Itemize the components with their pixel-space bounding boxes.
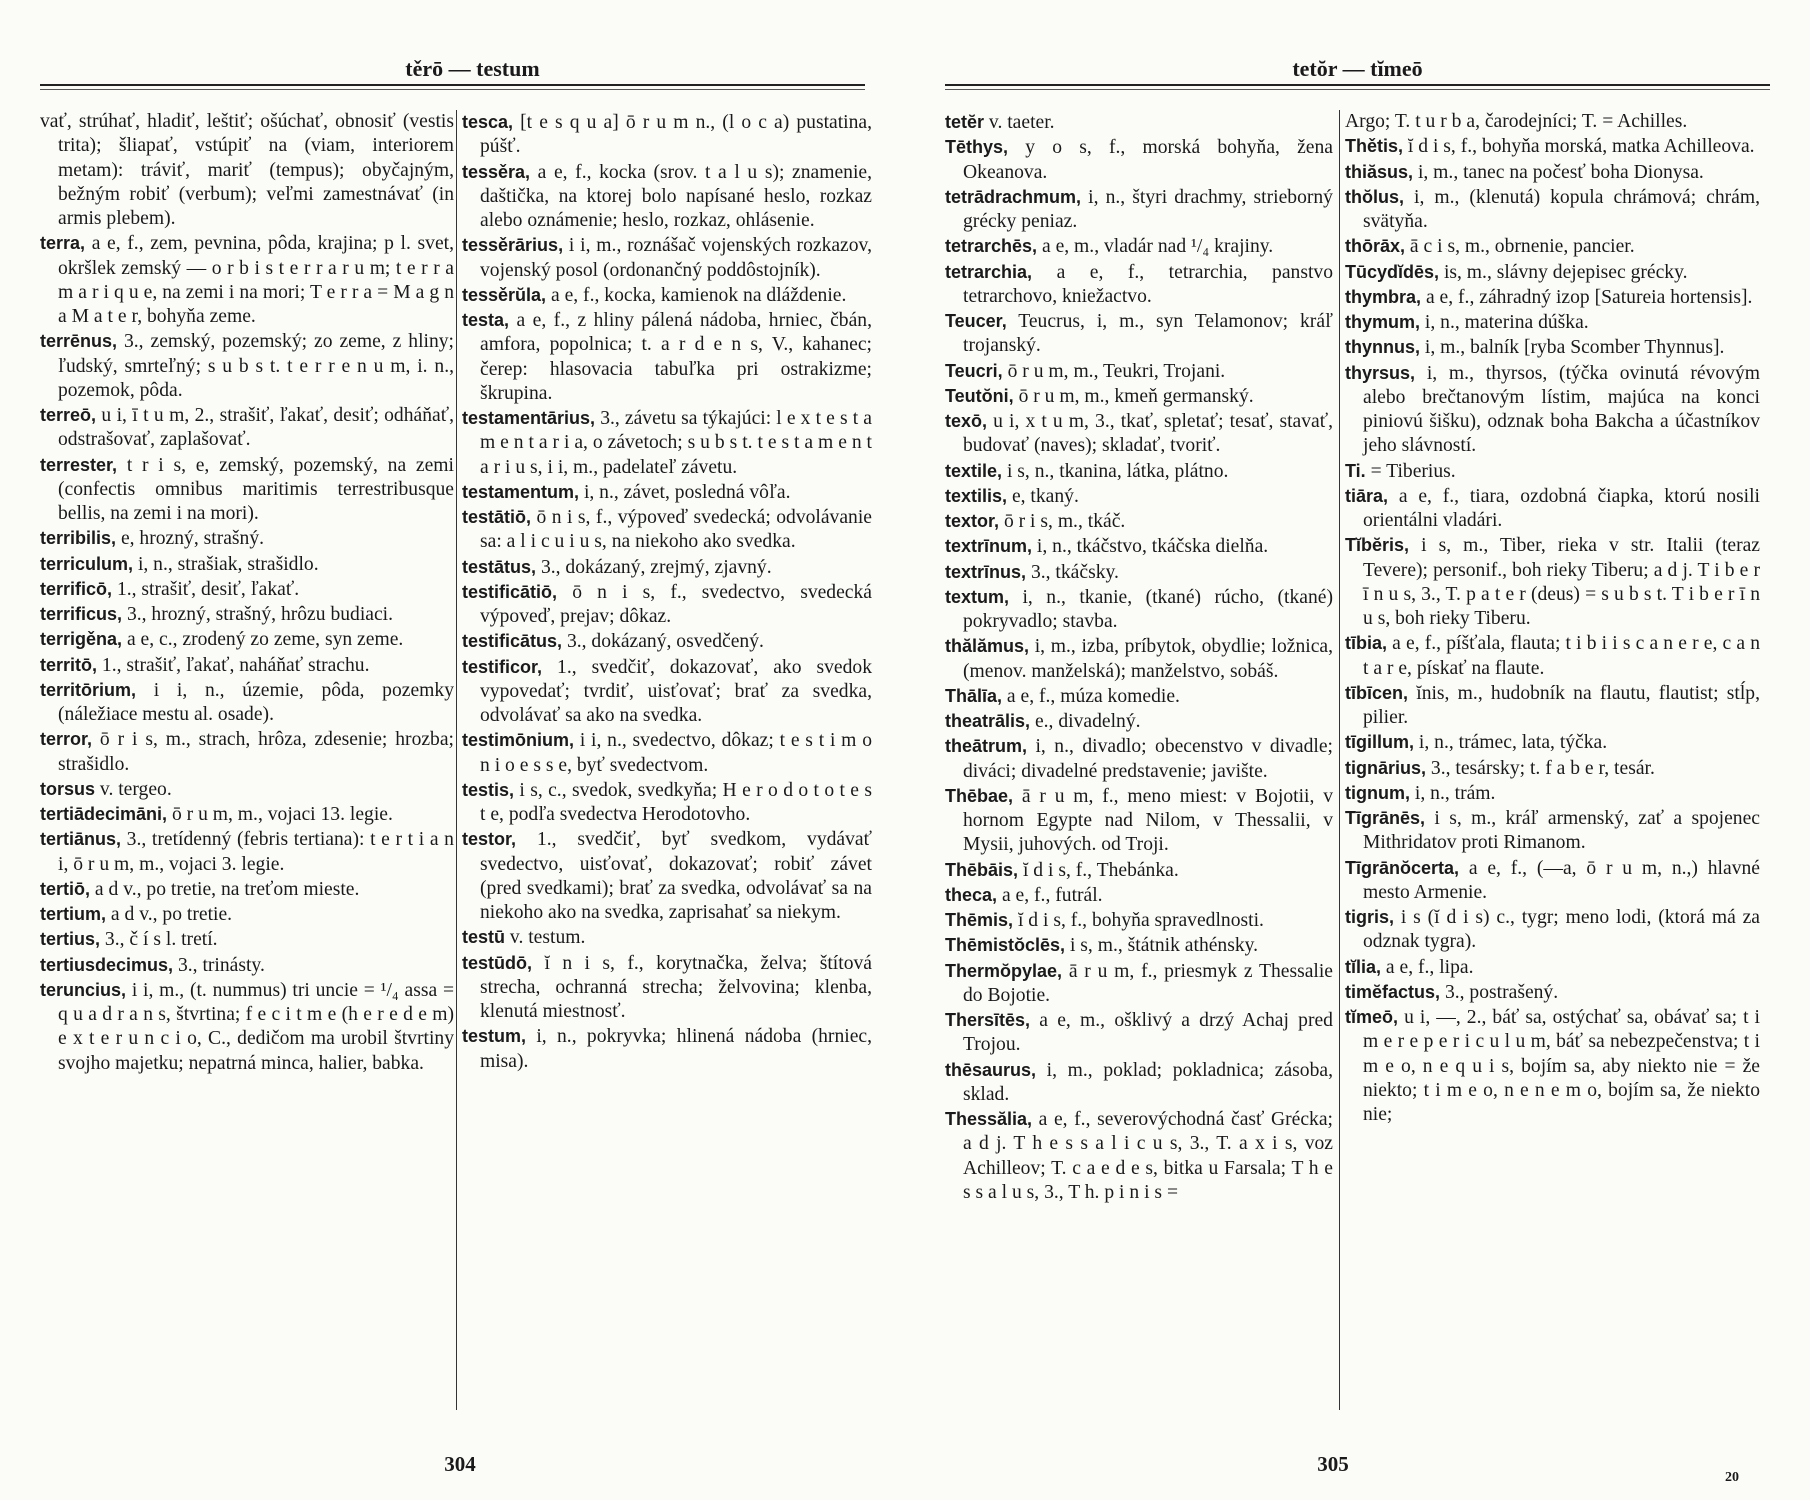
entry-definition: ō r i s, m., tkáč. — [1003, 511, 1126, 532]
entry-definition: [t e s q u a] ō r u m n., (l o c a) pustatina, púšť. — [480, 112, 873, 158]
entry-headword: Thēbae, — [945, 785, 1014, 806]
entry-definition: i, n., materina dúška. — [1424, 312, 1589, 333]
entry-headword: tĭmeō, — [1345, 1007, 1399, 1027]
dictionary-entry — [462, 480, 872, 505]
dictionary-entry — [1345, 160, 1760, 185]
entry-headword: terra, — [40, 233, 86, 254]
dictionary-entry — [945, 784, 1333, 858]
entry-definition: ā r u m, f., priesmyk z Thessalie do Bojotie. — [963, 960, 1333, 1006]
entry-definition: 3., hrozný, strašný, hrôzu budiaci. — [126, 604, 394, 625]
dictionary-entry — [945, 634, 1333, 684]
left-page-number: 304 — [444, 1452, 476, 1476]
entry-headword: tertiādecimāni, — [40, 804, 168, 824]
dictionary-entry — [1345, 905, 1760, 955]
entry-headword: tessěra, — [462, 161, 531, 182]
entry-definition: a e, f., múza komedie. — [1006, 685, 1180, 707]
dictionary-entry — [1345, 533, 1760, 631]
entry-definition: e, tkaný. — [1011, 485, 1079, 507]
entry-definition: t r i s, e, zemský, pozemský, na zemi (confectis omnibus maritimis terrestribusque bellis, na zemi i na mori). — [58, 454, 454, 524]
entry-headword: Thersītēs, — [945, 1010, 1031, 1030]
entry-definition: ĭ d i s, f., Thebánka. — [1022, 859, 1179, 881]
dictionary-entry — [462, 925, 872, 950]
dictionary-entry — [1345, 285, 1760, 310]
entry-headword: Tēthys, — [945, 137, 1009, 158]
entry-definition: i s, m., štátnik athénsky. — [1069, 935, 1259, 957]
entry-headword: Tūcydĭdēs, — [1345, 261, 1440, 282]
entry-definition: i i, m., roznášač vojenských rozkazov, vojenský posol (ordonančný poddôstojník). — [480, 235, 872, 281]
entry-definition: ō n i s, f., svedectvo, svedecká výpoveď, prejav; dôkaz. — [480, 581, 872, 627]
entry-definition: ĭ n i s, f., korytnačka, želva; štítová strecha, ochranná strecha; želvovina; klenba, klenutá miestnosť. — [480, 952, 872, 1022]
entry-headword: thymbra, — [1345, 286, 1422, 307]
dictionary-entry — [945, 933, 1333, 958]
dictionary-entry — [945, 185, 1333, 235]
entry-headword: Thermŏpylae, — [945, 960, 1063, 981]
entry-headword: theca, — [945, 884, 998, 905]
entry-headword: testamentum, — [462, 481, 580, 502]
entry-definition: ā r u m, f., meno miest: v Bojotii, v hornom Egypte nad Nilom, v Thessalii, v Mysii, juhových. od Troji. — [963, 785, 1333, 856]
dictionary-entry — [462, 505, 872, 555]
entry-headword: torsus — [40, 778, 96, 799]
dictionary-entry — [1345, 234, 1760, 259]
dictionary-entry — [945, 135, 1333, 185]
entry-definition: a e, f., píšťala, flauta; t i b i i s c a n e r e, c a n t a r e, pískať na flaute. — [1363, 633, 1760, 679]
entry-headword: Teutŏni, — [945, 385, 1014, 406]
entry-headword: Thālīa, — [945, 685, 1003, 706]
entry-headword: terriculum, — [40, 553, 134, 574]
dictionary-entry — [1345, 361, 1760, 459]
dictionary-entry — [40, 727, 454, 777]
entry-definition: ā c i s, m., obrnenie, pancier. — [1409, 236, 1635, 258]
entry-definition: a e, f., zem, pevnina, pôda, krajina; p l. svet, okršlek zemský — o r b i s t e r r a r u m; t e r r a m a r i q u e, na zemi i na mori; T e r r a = M a g n a M a t e r, bohyňa zeme. — [58, 233, 454, 327]
dictionary-entry — [40, 403, 454, 453]
dictionary-entry — [1345, 260, 1760, 285]
entry-headword: tesca, — [462, 112, 514, 132]
dictionary-entry — [1345, 856, 1760, 906]
entry-definition: ō r i s, m., strach, hrôza, zdesenie; hrozba; strašidlo. — [58, 729, 454, 775]
entry-headword: tertius, — [40, 929, 101, 950]
dictionary-entry — [945, 1058, 1333, 1108]
entry-definition: a d v., po tretie, na treťom mieste. — [94, 878, 360, 900]
dictionary-entry — [1345, 955, 1760, 980]
entry-headword: theatrālis, — [945, 711, 1031, 731]
entry-definition: u i, x t u m, 3., tkať, spletať; tesať, stavať, budovať (naves); skladať, tvoriť. — [963, 411, 1333, 457]
entry-definition: is, m., slávny dejepisec grécky. — [1443, 261, 1688, 283]
entry-headword: tetrarchēs, — [945, 236, 1038, 257]
entry-headword: thōrāx, — [1345, 236, 1406, 257]
entry-definition: i, n., závet, posledná vôľa. — [583, 481, 791, 503]
dictionary-entry — [1345, 310, 1760, 335]
entry-definition: i, n., trám. — [1414, 782, 1496, 804]
dictionary-entry — [1345, 681, 1760, 731]
entry-headword: testum, — [462, 1026, 527, 1047]
dictionary-entry — [945, 260, 1333, 310]
entry-definition: i, n., tkáčstvo, tkáčska dielňa. — [1036, 536, 1269, 558]
entry-headword: textum, — [945, 586, 1010, 607]
dictionary-entry — [40, 953, 454, 978]
entry-headword: Thětis, — [1345, 136, 1404, 157]
entry-headword: tertiō, — [40, 878, 91, 899]
entry-definition: 1., strašiť, ľakať, naháňať strachu. — [101, 654, 370, 676]
dictionary-entry — [40, 827, 454, 877]
dictionary-entry — [1345, 1005, 1760, 1127]
dictionary-entry — [462, 655, 872, 729]
entry-definition: v. testum. — [509, 927, 586, 949]
dictionary-entry — [40, 877, 454, 902]
dictionary-entry — [945, 585, 1333, 635]
entry-definition: i, m., poklad; pokladnica; zásoba, sklad. — [963, 1059, 1333, 1105]
entry-definition: i s (ĭ d i s) c., tygr; meno lodi, (ktorá má za odznak tygra). — [1363, 907, 1761, 953]
entry-definition: a e, f., tetrarchia, panstvo tetrarchovo, kniežactvo. — [963, 261, 1333, 307]
dictionary-entry — [945, 384, 1333, 409]
dictionary-entry — [462, 233, 872, 283]
entry-headword: tessěrārius, — [462, 235, 564, 256]
entry-definition: i i, n., územie, pôda, pozemky (náležiace mestu al. osade). — [58, 679, 454, 725]
entry-headword: Thēmistŏclēs, — [945, 935, 1066, 956]
dictionary-entry — [1345, 980, 1760, 1005]
entry-definition: u i, ī t u m, 2., strašiť, ľakať, desiť; odháňať, odstrašovať, zaplašovať. — [58, 405, 454, 451]
entry-definition: 1., svedčiť, dokazovať, ako svedok vypovedať; tvrdiť, uisťovať; brať za svedka, odvolávať sa ako na svedka. — [480, 656, 872, 726]
dictionary-entry — [945, 1107, 1333, 1205]
entry-definition: i, n., trámec, lata, týčka. — [1418, 732, 1608, 754]
entry-headword: tīgillum, — [1345, 732, 1414, 753]
dictionary-entry — [1345, 185, 1760, 235]
dictionary-entry — [945, 560, 1333, 585]
entry-headword: timĕfactus, — [1345, 981, 1441, 1002]
dictionary-entry — [40, 526, 454, 551]
dictionary-entry — [40, 902, 454, 927]
dictionary-entry — [1345, 730, 1760, 755]
dictionary-entry — [462, 1024, 872, 1074]
entry-headword: testātiō, — [462, 507, 532, 527]
entry-headword: textrīnus, — [945, 561, 1027, 582]
dictionary-entry — [945, 908, 1333, 933]
entry-headword: tiāra, — [1345, 485, 1389, 506]
entry-headword: texō, — [945, 411, 988, 431]
entry-headword: thyrsus, — [1345, 362, 1416, 383]
dictionary-entry — [945, 1008, 1333, 1058]
right-column-a — [945, 110, 1333, 1205]
entry-definition: 3., zemský, pozemský; zo zeme, z hliny; ľudský, smrteľný; s u b s t. t e r r e n u m, i. n., pozemok, pôda. — [58, 331, 454, 401]
entry-definition: i s, m., Tiber, rieka v str. Italii (teraz Tevere); personif., boh rieky Tiberu; a d j. T i b e r ī n u s, 3., T. p a t e r (deus) = s u b s t. T i b e r ī n u s, boh rieky Tiberu. — [1363, 535, 1760, 629]
right-header-rule — [945, 84, 1770, 86]
entry-definition: a e, c., zrodený zo zeme, syn zeme. — [126, 629, 404, 651]
entry-headword: terrester, — [40, 454, 118, 475]
entry-definition: ō r u m, m., vojaci 13. legie. — [171, 804, 393, 825]
entry-definition: i, n., štyri drachmy, strieborný grécky peniaz. — [963, 186, 1333, 232]
entry-headword: textrīnum, — [945, 536, 1033, 557]
entry-headword: terrigěna, — [40, 629, 123, 650]
entry-headword: territō, — [40, 654, 98, 675]
dictionary-entry — [945, 359, 1333, 384]
entry-headword: Tĭbĕris, — [1345, 535, 1410, 556]
entry-headword: terribilis, — [40, 528, 117, 549]
entry-definition: i, n., strašiak, strašidlo. — [137, 553, 319, 575]
entry-headword: testamentārius, — [462, 408, 596, 428]
entry-headword: thēsaurus, — [945, 1059, 1037, 1080]
entry-headword: Teucri, — [945, 360, 1003, 381]
left-column-a — [40, 110, 454, 1076]
entry-headword: testātus, — [462, 556, 537, 577]
entry-headword: textile, — [945, 460, 1003, 481]
dictionary-entry — [1345, 110, 1760, 134]
entry-headword: terrēnus, — [40, 331, 118, 352]
entry-headword: teruncius, — [40, 979, 127, 1000]
entry-definition: ĭnis, m., hudobník na flautu, flautist; stĺp, pilier. — [1363, 682, 1761, 728]
dictionary-entry — [462, 308, 872, 406]
entry-headword: Tīgrānŏcerta, — [1345, 857, 1460, 878]
entry-headword: thymum, — [1345, 312, 1421, 332]
entry-headword: tertiusdecimus, — [40, 954, 174, 975]
dictionary-entry — [40, 602, 454, 627]
right-header-rule-thin — [945, 89, 1770, 90]
dictionary-entry — [462, 728, 872, 778]
entry-headword: textilis, — [945, 485, 1008, 506]
entry-definition: a e, f., kocka (srov. t a l u s); znamenie, daštička, na ktorej bolo napísané heslo, rozkaz alebo oznámenie; heslo, rozkaz, ohlásenie. — [480, 161, 872, 231]
left-column-b — [462, 110, 872, 1074]
entry-headword: tigris, — [1345, 907, 1395, 927]
entry-definition: i i, m., (t. nummus) tri uncie = ¹/₄ assa = q u a d r a n s, štvrtina; f e c i t m e (h e r e d e m) e x t e r u n c i o, C., dedičom ma urobil štvrtiny svojho majetku; nepatrná minca, halier, babka. — [58, 979, 454, 1074]
entry-definition: i, n., divadlo; obecenstvo v divadle; diváci; divadelné predstavenie; javište. — [963, 736, 1333, 782]
entry-definition: i, m., izba, príbytok, obydlie; ložnica, (menov. manželská); manželstvo, sobáš. — [963, 636, 1333, 682]
right-column-divider — [1339, 110, 1340, 1410]
dictionary-entry — [462, 629, 872, 654]
entry-definition: = Tiberius. — [1370, 460, 1456, 482]
entry-headword: thynnus, — [1345, 337, 1420, 358]
entry-headword: thălămus, — [945, 636, 1030, 657]
dictionary-entry — [40, 927, 454, 952]
dictionary-entry — [945, 883, 1333, 908]
entry-headword: testor, — [462, 829, 517, 850]
dictionary-entry — [945, 858, 1333, 883]
entry-headword: tībīcen, — [1345, 682, 1409, 703]
entry-definition: 1., strašiť, desiť, ľakať. — [116, 578, 300, 600]
entry-definition: 3., č í s l. tretí. — [104, 929, 218, 951]
entry-definition: v. taeter. — [988, 112, 1055, 133]
dictionary-entry — [40, 678, 454, 728]
entry-headword: tĭlia, — [1345, 956, 1382, 977]
dictionary-entry — [462, 110, 872, 160]
dictionary-entry — [40, 802, 454, 827]
entry-definition: v. tergeo. — [99, 778, 172, 800]
dictionary-entry — [462, 555, 872, 580]
entry-headword: Teucer, — [945, 311, 1007, 331]
entry-definition: 3., dokázaný, osvedčený. — [566, 631, 764, 653]
entry-definition: a e, m., ošklivý a drzý Achaj pred Trojou. — [963, 1010, 1333, 1056]
entry-definition: e., divadelný. — [1034, 711, 1141, 732]
entry-definition: i s, n., tkanina, látka, plátno. — [1006, 460, 1229, 482]
dictionary-entry — [40, 577, 454, 602]
entry-definition: i, n., pokryvka; hlinená nádoba (hrniec, misa). — [480, 1026, 872, 1072]
dictionary-entry — [945, 309, 1333, 359]
entry-headword: Tīgrānēs, — [1345, 808, 1426, 828]
left-header-rule-thin — [40, 89, 865, 90]
dictionary-entry — [40, 231, 454, 329]
dictionary-entry — [462, 160, 872, 234]
dictionary-entry — [945, 709, 1333, 734]
dictionary-entry — [40, 329, 454, 403]
entry-headword: tetrarchia, — [945, 261, 1033, 282]
entry-definition: i s, c., svedok, svedkyňa; H e r o d o t o t e s t e, podľa svedectva Herodotovho. — [480, 779, 872, 825]
dictionary-entry — [945, 684, 1333, 709]
entry-headword: tertium, — [40, 904, 107, 924]
dictionary-entry — [462, 827, 872, 925]
entry-headword: testimōnium, — [462, 730, 575, 751]
right-page — [905, 0, 1810, 1500]
entry-headword: textor, — [945, 511, 1000, 531]
entry-definition: i, m., thyrsos, (týčka ovinutá révovým alebo brečtanovým lístim, majúca na konci piniovú šišku), odznak boha Bakcha a účastníkov jeho slávností. — [1363, 362, 1760, 457]
entry-headword: thŏlus, — [1345, 186, 1404, 207]
entry-definition: e, hrozný, strašný. — [120, 528, 265, 550]
entry-headword: thiăsus, — [1345, 161, 1414, 182]
dictionary-entry — [945, 509, 1333, 534]
entry-headword: Thēmis, — [945, 910, 1014, 930]
entry-definition: a e, f., z hliny pálená nádoba, hrniec, čbán, amfora, popolnica; t. a r d e n s, V., kahanec; čerep: hlasovacia tabuľka pri ostrakizme; škrupina. — [480, 310, 872, 404]
entry-definition: a e, f., futrál. — [1001, 884, 1103, 906]
entry-headword: tetrādrachmum, — [945, 186, 1082, 207]
entry-definition: ō n i s, f., výpoveď svedecká; odvolávanie sa: a l i c u i u s, na niekoho ako svedka. — [480, 507, 872, 553]
entry-definition: Teucrus, i, m., syn Telamonov; kráľ trojanský. — [963, 311, 1333, 357]
dictionary-entry — [40, 653, 454, 678]
entry-definition: ō r u m, m., Teukri, Trojani. — [1007, 360, 1226, 382]
entry-definition: a e, f., lipa. — [1385, 956, 1474, 978]
dictionary-entry — [945, 459, 1333, 484]
dictionary-entry — [40, 627, 454, 652]
left-column-divider — [456, 110, 457, 1410]
entry-headword: testū — [462, 927, 506, 948]
entry-definition: i, n., tkanie, (tkané) rúcho, (tkané) pokryvadlo; stavba. — [963, 586, 1333, 632]
left-running-head: těrō — testum — [405, 56, 540, 81]
entry-definition: 3., trinásty. — [177, 954, 265, 976]
entry-definition: ō r u m, m., kmeň germanský. — [1018, 385, 1254, 407]
entry-definition: a e, f., severovýchodná časť Grécka; a d j. T h e s s a l i c u s, 3., T. a x i s, voz Achilleov; T. c a e d e s, bitka u Farsala; T h e s s a l u s, 3., T h. p i n i s = — [963, 1109, 1333, 1203]
entry-definition: 3., tesársky; t. f a b e r, tesár. — [1430, 757, 1655, 779]
dictionary-entry — [40, 777, 454, 802]
entry-definition: 3., dokázaný, zrejmý, zjavný. — [540, 556, 772, 578]
right-running-head: tetŏr — tĭmeō — [1292, 56, 1423, 81]
entry-headword: testis, — [462, 779, 515, 800]
dictionary-entry — [462, 580, 872, 630]
dictionary-entry — [462, 283, 872, 308]
entry-definition: 3., tkáčsky. — [1030, 561, 1119, 583]
entry-headword: testūdō, — [462, 952, 532, 973]
left-header-rule — [40, 84, 865, 86]
entry-definition: 1., svedčiť, byť svedkom, vydávať svedectvo, uisťovať, dokazovať; robiť závet (pred svedkami); brať za svedka, odvolávať sa na niekoho ako na svedka, zaprisahať sa niekym. — [480, 829, 872, 923]
entry-definition: 3., závetu sa týkajúci: l e x t e s t a m e n t a r i a, o závetoch; s u b s t. t e s t a m e n t a r i u s, i i, m., padelateľ závetu. — [480, 408, 872, 478]
entry-definition: a d v., po tretie. — [110, 904, 233, 925]
entry-headword: tertiānus, — [40, 829, 122, 850]
entry-headword: tetĕr — [945, 112, 985, 132]
entry-definition: i, m., balník [ryba Scomber Thynnus]. — [1424, 337, 1725, 359]
dictionary-entry — [462, 778, 872, 828]
entry-definition: ĭ d i s, f., bohyňa spravedlnosti. — [1017, 910, 1264, 931]
entry-headword: territōrium, — [40, 679, 137, 700]
dictionary-entry — [1345, 756, 1760, 781]
entry-definition: a e, f., (—a, ō r u m, n.,) hlavné mesto Armenie. — [1363, 857, 1760, 903]
dictionary-entry — [40, 110, 454, 231]
entry-headword: testa, — [462, 310, 510, 330]
entry-headword: Ti. — [1345, 460, 1366, 481]
entry-headword: terrificus, — [40, 604, 123, 624]
dictionary-entry — [945, 110, 1333, 135]
dictionary-entry — [945, 534, 1333, 559]
entry-headword: terror, — [40, 729, 93, 750]
dictionary-entry — [945, 234, 1333, 259]
dictionary-entry — [40, 552, 454, 577]
entry-headword: theātrum, — [945, 736, 1028, 757]
dictionary-entry — [945, 734, 1333, 784]
dictionary-entry — [1345, 781, 1760, 806]
entry-headword: terrificō, — [40, 578, 113, 599]
entry-definition: i, m., tanec na počesť boha Dionysa. — [1417, 161, 1704, 183]
entry-headword: Thēbāis, — [945, 859, 1019, 880]
entry-definition: a e, f., kocka, kamienok na dláždenie. — [550, 284, 847, 306]
dictionary-entry — [945, 959, 1333, 1009]
entry-definition: vať, strúhať, hladiť, leštiť; ošúchať, obnosiť (vestis trita); šliapať, vstúpiť na (viam, interiorem metam): tráviť, mariť (tempus); obyčajným, bežným robiť (verbum); veľmi zamestnávať (in armis plebem). — [40, 111, 454, 229]
entry-definition: i, m., (klenutá) kopula chrámová; chrám, svätyňa. — [1363, 186, 1761, 232]
entry-headword: testificātus, — [462, 631, 563, 652]
entry-definition: 3., postrašený. — [1444, 981, 1559, 1003]
dictionary-entry — [1345, 134, 1760, 159]
entry-definition: i s, m., kráľ armenský, zať a spojenec Mithridatov proti Rimanom. — [1363, 808, 1761, 854]
entry-definition: ĭ d i s, f., bohyňa morská, matka Achilleova. — [1407, 136, 1755, 158]
entry-definition: y o s, f., morská bohyňa, žena Okeanova. — [963, 137, 1333, 183]
entry-definition: u i, —, 2., báť sa, ostýchať sa, obávať sa; t i m e r e p e r i c u l u m, báť sa nebezpečenstva; t i m e o, n e q u i s, bojím sa, aby niekto nie = že niekto; t i m e o, n e n e m o, bojím sa, že niekto nie; — [1363, 1007, 1760, 1125]
right-column-b — [1345, 110, 1760, 1127]
dictionary-entry — [1345, 484, 1760, 534]
entry-definition: a e, f., záhradný izop [Satureia hortensis]. — [1425, 286, 1753, 308]
entry-definition: 3., tretídenný (febris tertiana): t e r t i a n i, ō r u m, m., vojaci 3. legie. — [58, 829, 454, 875]
right-page-number: 305 — [1317, 1452, 1349, 1476]
entry-definition: a e, f., tiara, ozdobná čiapka, ktorú nosili orientálni vladári. — [1363, 485, 1760, 531]
dictionary-entry — [40, 453, 454, 527]
dictionary-entry — [1345, 459, 1760, 484]
entry-definition: a e, m., vladár nad ¹/₄ krajiny. — [1041, 236, 1274, 258]
entry-headword: tessěrŭla, — [462, 284, 547, 305]
entry-headword: tignārius, — [1345, 757, 1427, 778]
dictionary-entry — [1345, 631, 1760, 681]
dictionary-entry — [462, 406, 872, 480]
entry-headword: testificor, — [462, 656, 543, 677]
dictionary-entry — [1345, 335, 1760, 360]
entry-headword: tignum, — [1345, 782, 1410, 803]
entry-headword: testificātiō, — [462, 581, 558, 602]
entry-definition: i i, n., svedectvo, dôkaz; t e s t i m o n i o e s s e, byť svedectvom. — [480, 730, 872, 776]
entry-headword: terreō, — [40, 405, 97, 425]
signature-mark: 20 — [1725, 1470, 1739, 1485]
entry-headword: Thessălia, — [945, 1109, 1033, 1129]
dictionary-entry — [40, 978, 454, 1076]
entry-headword: tībia, — [1345, 633, 1388, 654]
dictionary-entry — [945, 484, 1333, 509]
dictionary-entry — [1345, 806, 1760, 856]
dictionary-entry — [462, 951, 872, 1025]
dictionary-entry — [945, 409, 1333, 459]
entry-definition: Argo; T. t u r b a, čarodejníci; T. = Achilles. — [1345, 111, 1688, 132]
